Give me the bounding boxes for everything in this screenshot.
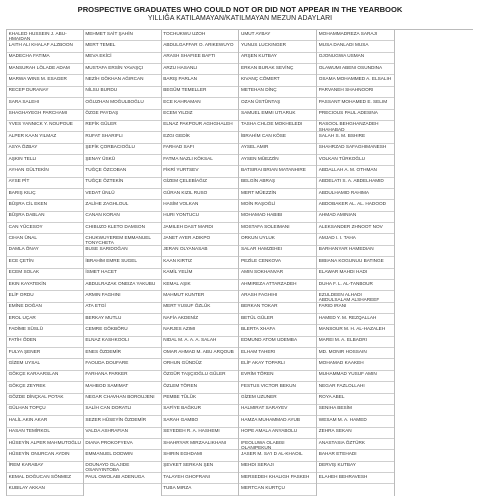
graduate-name-cell: HALMIRAT SARAYEV [239, 405, 316, 416]
graduate-name-cell: MEVA EKİCİ [84, 53, 161, 64]
graduate-name-cell: TALAYEH GHOFRANI [162, 473, 239, 484]
graduate-name-cell: İSMET HACET [84, 269, 161, 280]
graduate-name-cell: NEGAR CHAVHAN BOROUJENI [84, 394, 161, 405]
graduate-name-cell: BERKAY MUTLU [84, 314, 161, 325]
graduate-name-cell: ECEM SOLAK [7, 269, 83, 280]
graduate-name-cell: KAAN KIRTIZ [162, 257, 239, 268]
graduate-name-cell: JAMILEH DAST MARDI [162, 223, 239, 234]
graduate-name-cell: MERT TEMEL [84, 41, 161, 52]
graduate-name-cell: MEHDI SERAJI [239, 462, 316, 473]
graduate-name-cell: AMIN SOKHANVAR [239, 269, 316, 280]
graduate-name-cell: BELGİN ABRAŞ [239, 178, 316, 189]
graduate-name-cell: MERT YUSUF ÖZLÜK [162, 303, 239, 314]
graduate-name-cell: BLERTA XHAFA [239, 325, 316, 336]
graduate-name-cell: BUSE SARIDOĞAN [84, 246, 161, 257]
graduate-name-cell: DUHA F. L. AL-TANBOUR [317, 280, 394, 291]
graduate-name-cell: AMJAD I. I. TAHA [317, 234, 394, 245]
graduate-name-cell: ŞEFİK ÇORBACIOĞLU [84, 144, 161, 155]
graduate-name-cell: MOİN RAŞOĞLİ [239, 200, 316, 211]
graduate-name-cell: PEZİLE CENKOVA [239, 257, 316, 268]
graduate-name-cell: VOLKAN TÜRKOĞLU [317, 155, 394, 166]
graduate-name-cell: PEMBE TÜLÜK [162, 394, 239, 405]
graduate-name-cell: ABDELATI S. A. ABDELHAMID [317, 178, 394, 189]
graduate-name-cell: METEHAN DİNÇ [239, 87, 316, 98]
graduate-name-cell: MUSTAFA ERSİN YAVAŞÇI [84, 64, 161, 75]
graduate-name-cell: SEZER HÜSEYİN ÖZDEMİR [84, 416, 161, 427]
graduate-name-cell: SHAHRYAR MIRZAALIKHANI [162, 439, 239, 450]
graduate-name-cell: AYHAN GÜLTEKİN [7, 166, 83, 177]
graduate-name-cell: GİZEM UYSAL [7, 359, 83, 370]
graduate-name-cell: BÜŞRA DABLAN [7, 212, 83, 223]
graduate-name-cell: YVES YANNICK Y. NOUPOUE [7, 121, 83, 132]
graduate-name-cell: PAUL OWOLABI ADENUGA [84, 473, 161, 484]
graduate-name-cell: REFİK GÜLER [84, 121, 161, 132]
graduate-name-cell: EMMANUEL DODWIN [84, 450, 161, 461]
graduate-name-cell: WESAM M. A. HAMED [317, 416, 394, 427]
graduate-name-cell: AYSEN MÜEZZİN [239, 155, 316, 166]
graduate-name-cell: ENES ÖZDEMİR [84, 348, 161, 359]
graduate-name-cell: HOPE AMALA ANYABOLU [239, 428, 316, 439]
graduate-name-cell: ABDULHAMID RAHIMA [317, 189, 394, 200]
graduate-name-cell: TASHA CHLOE MOKHELEDI [239, 121, 316, 132]
graduate-name-cell: FARHANA PARKER [84, 371, 161, 382]
graduate-name-cell: SAFİYE BAĞKUR [162, 405, 239, 416]
graduate-name-cell: ELNAZ PAKPOUR AGHGHALEH [162, 121, 239, 132]
graduate-name-cell: ATA ETGİ [84, 303, 161, 314]
name-column-5 [317, 30, 395, 496]
graduate-name-cell: MOHAMAD HABIBI [239, 212, 316, 223]
graduate-name-cell: NIDAL M. A. A. A. SALAH [162, 337, 239, 348]
name-column-4 [239, 30, 317, 496]
graduate-name-cell: KUBILAY AKKAN [7, 484, 83, 495]
graduate-name-cell: GÖZDE DİNÇKAL POTAK [7, 394, 83, 405]
graduate-name-cell: BEGÜM TEMELLER [162, 87, 239, 98]
graduate-name-cell: GÜRAN KIZIL RUSO [162, 189, 239, 200]
graduate-name-cell: SALAH S. M. BSHIRE [317, 132, 394, 143]
graduate-name-cell: BATSIRAI BRIAN MATANHIRE [239, 166, 316, 177]
graduate-name-cell: MOHAMAD KAAKEH [317, 359, 394, 370]
graduate-name-cell: FATİH ÖDEN [7, 337, 83, 348]
graduate-name-cell: MD. MONIR HOSSAIN [317, 348, 394, 359]
graduate-name-cell: EKIN KAYATEKİN [7, 280, 83, 291]
graduate-name-cell: ARŞEN KUTBAY [239, 53, 316, 64]
graduate-name-cell: EVRİM TÖREN [239, 371, 316, 382]
graduate-name-cell: GÖKÇE KARAARSLAN [7, 371, 83, 382]
graduate-name-cell: MANSURAH LÖLADE ADAM [7, 64, 83, 75]
graduate-name-cell: BARIŞ PARLAN [162, 75, 239, 86]
graduate-name-cell: KHALED HUSSEIN J. ABU-HMAIDAN [7, 30, 83, 41]
name-column-2 [84, 30, 162, 496]
graduate-name-cell: İBRAHİM CAN KÖSE [239, 132, 316, 143]
graduate-name-cell: ELAHEH BEHRAVESH [317, 473, 394, 484]
graduate-name-cell: ŞENAY ÜSKÜ [84, 155, 161, 166]
graduate-name-cell: KEMAL AŞIK [162, 280, 239, 291]
graduate-name-cell: ELİF ORDU [7, 291, 83, 302]
graduate-name-cell: NİLSU BURDU [84, 87, 161, 98]
graduate-name-cell: ÖZGE PAYDAŞ [84, 110, 161, 121]
graduate-name-cell: EZGI GEDİK [162, 132, 239, 143]
graduate-name-cell: OLAWUMI ABENI OSUNDINA [317, 64, 394, 75]
graduate-name-cell: DERVIŞ KUTBAY [317, 462, 394, 473]
page-subtitle: YILLIĞA KATILAMAYAN/KATILMAYAN MEZUN ADAYLARI [147, 15, 333, 22]
graduate-name-cell: MERT MÜEZZİN [239, 189, 316, 200]
graduate-name-cell: FATMA NAZLI KÖKSAL [162, 155, 239, 166]
graduate-name-cell: ORKUN UYLUK [239, 234, 316, 245]
graduate-name-cell: BÜŞRA CİL EKEN [7, 200, 83, 211]
graduate-name-cell: MOHAMMADREZA SARAJI [317, 30, 394, 41]
graduate-name-cell: YUNUS LUCKINGER [239, 41, 316, 52]
graduate-name-cell: SHIRIN EGHDAMI [162, 450, 239, 461]
graduate-name-cell: BIBIANA KOGUNUU BATINGE [317, 257, 394, 268]
graduate-name-cell: NEZİH GÖKHAN AĞIRCAN [84, 75, 161, 86]
graduate-name-cell: MUSA DANLADI MUSA [317, 41, 394, 52]
graduate-name-cell: SHAGHAYEGH PARCHAMI [7, 110, 83, 121]
graduate-name-cell: GÖKÇE ZEYREK [7, 382, 83, 393]
graduate-name-cell: RASOOL BEHGHANZADEH SHAHABAD [317, 121, 394, 132]
graduate-name-cell: CHUKWUYEREM EMMANUEL TONYCHETA [84, 234, 161, 245]
graduate-name-cell: PRECIOUS PAUL ADESINA [317, 110, 394, 121]
graduate-name-cell: ABDULRAZAK ONEIZA YAKUBU [84, 280, 161, 291]
graduate-name-cell: DAMLA ÖNAY [7, 246, 83, 257]
graduate-name-cell: RUFAT SHARIFLI [84, 132, 161, 143]
graduate-name-cell: FİKRİ YURTSEV [162, 166, 239, 177]
graduate-name-cell: ELİF AKAY TOPARLI [239, 359, 316, 370]
graduate-name-cell: ROYA ABEL [317, 394, 394, 405]
graduate-name-cell: MAHBOD SAMIMAT [84, 382, 161, 393]
graduate-name-cell: ALEKSANDER ZHNOOT NOV [317, 223, 394, 234]
graduate-name-cell: VEDAT ÜNLÜ [84, 189, 161, 200]
graduate-name-cell: OĞUZHAN MOĞULBOĞLU [84, 98, 161, 109]
graduate-name-cell: ASYA ÖZBAY [7, 144, 83, 155]
graduate-name-cell: HAMZA MUHAMMAD AYUB [239, 416, 316, 427]
graduate-name-cell: MEHMET SAİT ŞAHİN [84, 30, 161, 41]
graduate-name-cell: SALAR HAMZEHEI [239, 246, 316, 257]
graduate-name-cell: OMAR AHMAD M. ABU ARQOUB [162, 348, 239, 359]
graduate-name-cell: AŞKIN TELLI [7, 155, 83, 166]
graduate-name-cell: HAMED Y. M. REZQALLAH [317, 314, 394, 325]
graduate-name-cell: EROL UÇAR [7, 314, 83, 325]
graduate-name-cell: ANASTASIA ÖZTÜRK [317, 439, 394, 450]
graduate-name-cell: ÖZGÜR TAŞÇIOĞLU GÜLER [162, 371, 239, 382]
graduate-name-cell: JANET AYER ADIKPO [162, 234, 239, 245]
graduate-name-cell: HURI YONTUCU [162, 212, 239, 223]
graduate-name-cell: MERTCAN KURTÇU [239, 484, 316, 495]
graduate-name-cell: FARHAD SAFI [162, 144, 239, 155]
graduate-name-cell: EMİNE DOĞAN [7, 303, 83, 314]
graduate-name-cell: MARWA WINS M. ESAGER [7, 75, 83, 86]
graduate-name-cell: JERAN OLYANASAB [162, 246, 239, 257]
graduate-name-cell: HASİM VOLKAN [162, 200, 239, 211]
name-column-1 [6, 30, 84, 496]
graduate-name-cell: AYSE PİT [7, 178, 83, 189]
graduate-name-cell: NARJES AZIMI [162, 325, 239, 336]
graduate-name-cell: HASAN TEMİRKOL [7, 428, 83, 439]
graduate-name-cell: ELHAM TAHERI [239, 348, 316, 359]
graduate-name-cell: BARHANYAR HAMEDIAN [317, 246, 394, 257]
graduate-name-cell: FULYA ŞENER [7, 348, 83, 359]
graduate-name-cell: FAOUDA DOUFARE [84, 359, 161, 370]
graduate-name-cell: ERKAN BURAK SEVİNÇ [239, 64, 316, 75]
graduate-name-cell: ECEM YILDIZ [162, 110, 239, 121]
graduate-name-cell: BERKAN TOKAR [239, 303, 316, 314]
graduate-name-cell: NAFİA AKDENİZ [162, 314, 239, 325]
graduate-name-cell: ECE KAHRAMAN [162, 98, 239, 109]
graduate-name-cell: MAREI M. A. ELBADRI [317, 337, 394, 348]
graduate-name-cell: ABDOBAKER AL. AL. HADOOD [317, 200, 394, 211]
page-title: PROSPECTIVE GRADUATES WHO COULD NOT OR DID NOT APPEAR IN THE YEARBOOK [77, 5, 403, 14]
graduate-name-cell: IFEOLUWA OLABISI OLANIPEKUN [239, 439, 316, 450]
name-column-3 [162, 30, 240, 496]
graduate-name-cell: EZULDEEN ALHADI ABDULSALAM ALSHAREEF [317, 291, 394, 302]
graduate-name-cell: VALDA ASHRAFIAN [84, 428, 161, 439]
graduate-name-cell: ABDULGAFFAR O. ARIKEWUYO [162, 41, 239, 52]
graduate-name-cell: CAN YÜCESOY [7, 223, 83, 234]
graduate-name-cell: TUBA MIRZA [162, 484, 239, 495]
graduate-name-cell: ARASH SHAFIEE BAFTI [162, 53, 239, 64]
graduate-name-cell: MERSEDEH KHALIGH PASKEH [239, 473, 316, 484]
graduate-name-cell: ALPER KAAN YILMAZ [7, 132, 83, 143]
graduate-name-cell: TOCHUKWU UZOH [162, 30, 239, 41]
graduate-name-cell: SARAH GAMBO [162, 416, 239, 427]
graduate-name-cell: FADİME SÜSLÜ [7, 325, 83, 336]
graduate-name-cell: ŞEVKET SERKAN ŞEN [162, 462, 239, 473]
graduate-name-cell: UMUT AYBAY [239, 30, 316, 41]
graduate-name-cell: MADECHA FATIMA [7, 53, 83, 64]
graduate-name-cell: AHMIREZA ATTARZADEH [239, 280, 316, 291]
graduate-name-cell: SAMUEL EMMI UTIARUK [239, 110, 316, 121]
graduate-name-cell: CEMRE GÖKBÖRU [84, 325, 161, 336]
graduate-name-cell: KAMİL YELİM [162, 269, 239, 280]
graduate-name-cell: SHAHRZAD SAFAGHIMANESH [317, 144, 394, 155]
graduate-name-cell: AYSEL AMIR [239, 144, 316, 155]
graduate-name-cell: CIHAN ÜNAL [7, 234, 83, 245]
graduate-name-cell: ECE ÇETİN [7, 257, 83, 268]
graduate-name-cell: SARA SALEHI [7, 98, 83, 109]
graduate-name-cell: TUĞÇE ÖZTEKİN [84, 178, 161, 189]
graduate-name-cell: PARVANEH SHAHNOORI [317, 87, 394, 98]
graduate-name-cell: OZAN ÜSTÜNTAŞ [239, 98, 316, 109]
graduate-name-cell: MUHAMMAD YUSUF AMIN [317, 371, 394, 382]
graduate-name-cell: BAHAR ETEHADI [317, 450, 394, 461]
graduate-name-cell: PASSANT MOHAMED E. SELIM [317, 98, 394, 109]
graduate-name-cell: SENIHA BESİM [317, 405, 394, 416]
graduate-name-cell: LAITH ALI KHALAF ALZBOON [7, 41, 83, 52]
graduate-name-cell: MANSOUR M. H. AL-HAZALEH [317, 325, 394, 336]
graduate-name-cell: EDMUND ATOM UDEMBA [239, 337, 316, 348]
graduate-name-cell: JASER M. SA'I D AL-KHAOIL [239, 450, 316, 461]
graduate-name-cell: BETÜL GÜLER [239, 314, 316, 325]
graduate-name-cell: ARMIN FAGHINI [84, 291, 161, 302]
graduate-name-cell: İBRAHİM EMRE SUGEL [84, 257, 161, 268]
graduate-name-cell: ELNAZ KASHKOOLI [84, 337, 161, 348]
graduate-name-cell: FARID IRANI [317, 303, 394, 314]
graduate-name-cell: DIANA PROKOFYEVA [84, 439, 161, 450]
graduate-name-cell: OSAMA MOHAMMED A. ELSALIH [317, 75, 394, 86]
graduate-name-cell: GİZEM ÇELEBİAĞIZ [162, 178, 239, 189]
graduate-name-cell: ÖZLEM TÖREN [162, 382, 239, 393]
graduate-name-cell: RECEP DURANAY [7, 87, 83, 98]
graduate-name-cell: NEGAR FAZLOLLAHI [317, 382, 394, 393]
graduate-name-cell: OJONUGWA USMAN [317, 53, 394, 64]
graduate-name-cell: HÜSEYİN ALPER MAHMUTOĞLU [7, 439, 83, 450]
graduate-name-cell: GİZEM UZUNER [239, 394, 316, 405]
graduate-name-cell: ZALİHE ZAGHLOUL [84, 200, 161, 211]
graduate-name-cell: GÜLHAN TOPÇU [7, 405, 83, 416]
graduate-name-cell: DOUNAYD OLAJIDE OSANYINTOBA [84, 462, 161, 473]
graduate-name-cell: SALİH CAN DORATLI [84, 405, 161, 416]
graduate-name-cell: ELAWAR MAHDI HADI [317, 269, 394, 280]
graduate-name-cell: ABDALLAH A. M. OTHMAN [317, 166, 394, 177]
graduate-name-cell: AHMAD AMINIAN [317, 212, 394, 223]
graduate-name-cell: SEYEDEH R. A. HASHEMI [162, 428, 239, 439]
graduate-name-cell: TUĞÇE ÖZCOBAN [84, 166, 161, 177]
graduate-name-cell: ZEHRA SEKAN [317, 428, 394, 439]
graduate-name-cell: CHIBUZO KLETO DAMSON [84, 223, 161, 234]
graduate-name-cell: BARIŞ KILIÇ [7, 189, 83, 200]
graduate-name-cell: ORHUN GÜNDÜZ [162, 359, 239, 370]
graduate-name-cell: CANAN KORAN [84, 212, 161, 223]
graduate-name-cell: KIVANÇ CÖMERT [239, 75, 316, 86]
graduate-name-cell: MOSTAFA SOLEIMANI [239, 223, 316, 234]
graduate-name-cell: FESTUS VICTOR BEKUN [239, 382, 316, 393]
graduate-name-cell: HÜSEYİN ONURCAN AYDIN [7, 450, 83, 461]
graduate-name-cell: İREM KARABAY [7, 462, 83, 473]
graduate-name-cell: ARZU HASANLI [162, 64, 239, 75]
yearbook-page [6, 0, 474, 490]
graduate-name-cell: ARASH FAGHIHI [239, 291, 316, 302]
names-grid [6, 29, 473, 496]
graduate-name-cell: KEMAL DOĞUCAN SÖNMEZ [7, 473, 83, 484]
graduate-name-cell: HALİL AKIN AKAR [7, 416, 83, 427]
graduate-name-cell: MAHMUT KUNTER [162, 291, 239, 302]
